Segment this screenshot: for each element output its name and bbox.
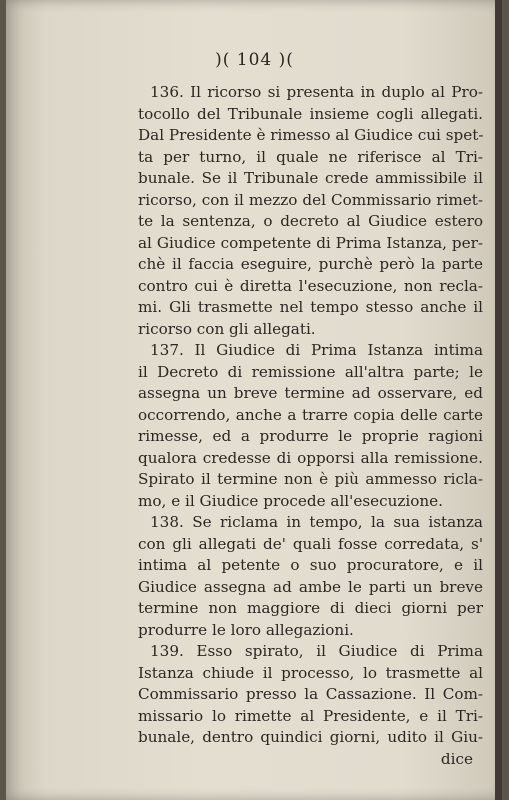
text-line: produrre le loro allegazioni. [138,620,354,639]
text-line: occorrendo, anche a trarre copia delle carte [138,405,483,424]
page-text [138,82,483,770]
text-line: contro cui è diretta l'esecuzione, non recla- [138,276,483,295]
text-line: missario lo rimette al Presidente, e il Tri- [138,706,483,725]
page-number: )( 104 )( [215,50,294,70]
text-line: Spirato il termine non è più ammesso ricla- [138,470,483,488]
text-line: bunale, dentro quindici giorni, udito il Giu- [138,728,483,746]
text-line: mo, e il Giudice procede all'esecuzione. [138,491,443,510]
text-line: Istanza chiude il processo, lo trasmette al [138,663,483,682]
text-line: rimesse, ed a produrre le proprie ragioni [138,427,483,445]
text-line: termine non maggiore di dieci giorni per [138,599,483,617]
text-line: al Giudice competente di Prima Istanza, per- [138,233,483,252]
text-line: Dal Presidente è rimesso al Giudice cui spet- [138,126,484,144]
text-line: tocollo del Tribunale insieme cogli allegati. [138,104,483,123]
text-line: 136. Il ricorso si presenta in duplo al Pro- [150,83,483,101]
text-line: chè il faccia eseguire, purchè però la parte [138,255,483,273]
text-line: mi. Gli trasmette nel tempo stesso anche il [138,298,483,316]
text-line: ricorso, con il mezzo del Commissario rimet- [138,190,483,209]
text-line: Giudice assegna ad ambe le parti un breve [138,577,483,596]
text-line: il Decreto di remissione all'altra parte; le [138,362,483,381]
text-line: assegna un breve termine ad osservare, ed [138,384,483,402]
text-line: 139. Esso spirato, il Giudice di Prima [150,642,483,660]
page-edge [495,0,502,800]
text-line: Commissario presso la Cassazione. Il Com- [138,685,483,703]
text-line: ricorso con gli allegati. [138,319,316,338]
text-line: bunale. Se il Tribunale crede ammissibile il [138,169,483,187]
text-line: ta per turno, il quale ne riferisce al Tri- [138,147,483,166]
text-line: 138. Se riclama in tempo, la sua istanza [150,513,483,531]
text-line: intima al petente o suo procuratore, e il [138,556,483,574]
text-line: qualora credesse di opporsi alla remissione. [138,448,483,467]
text-line: 137. Il Giudice di Prima Istanza intima [150,341,483,359]
catchword: dice [440,749,473,768]
text-line: te la sentenza, o decreto al Giudice estero [138,212,483,230]
text-line: con gli allegati de' quali fosse corredata, s' [138,534,483,553]
